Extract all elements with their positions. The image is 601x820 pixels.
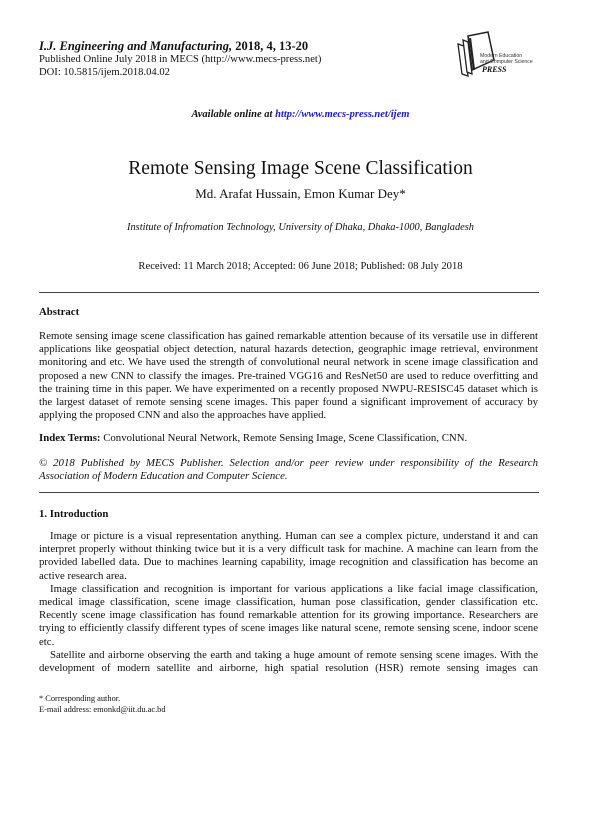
availability-line (0, 109, 601, 120)
publisher-logo (448, 30, 548, 80)
logo-line-3: PRESS (482, 65, 507, 74)
publication-dates: Received: 11 March 2018; Accepted: 06 June 2018; Published: 08 July 2018 (138, 261, 463, 272)
logo-line-1: Modern Education (480, 53, 523, 59)
doi: DOI: 10.5815/ijem.2018.04.02 (39, 67, 170, 78)
journal-name: I.J. Engineering and Manufacturing, (39, 39, 233, 53)
index-terms-list: Convolutional Neural Network, Remote Sensing Image, Scene Classification, CNN. (100, 432, 468, 444)
index-terms-label: Index Terms: (39, 432, 101, 444)
top-divider (39, 292, 539, 293)
journal-citation (39, 39, 308, 53)
abstract-body: Remote sensing image scene classification has gained remarkable attention because of its versatile use in different applications like geospatial object detection, natural hazards detection, geographic image retrieval, environment monitoring and etc. We have used the strength of convolutional neural network in scene image classification and proposed a new CNN to classify the images. Pre-trained VGG16 and ResNet50 are used to reduce overfitting and the training time in this paper. We have experimented on a recently proposed NWPU-RESISC45 dataset which is the largest dataset of remote sensing scene images. This paper found a significant improvement of accuracy by applying the proposed CNN and also the approaches have applied. (39, 330, 538, 422)
intro-paragraph: Image classification and recognition is important for various applications a like facial image classification, medical image classification, scene image classification, human pose classification, gender classification etc. Recently scene image classification has found remarkable attention for its growing importance. Researchers are trying to efficiently classify different types of scene images like natural scene, remote sensing scene, indoor scene etc. (39, 582, 538, 648)
logo-line-2: and Computer Science (480, 59, 533, 65)
index-terms (39, 432, 538, 445)
intro-paragraph: Image or picture is a visual representation anything. Human can see a complex picture, understand it and can interpret properly without thinking twice but it is a very difficult task for machine. A machine can learn from the provided labelled data. Due to machines learning capability, image recognition and classification has become an active research area. (39, 530, 538, 582)
introduction-heading: 1. Introduction (39, 508, 109, 520)
footnote (39, 694, 166, 715)
intro-paragraph: Satellite and airborne observing the earth and taking a huge amount of remote sensing scene images. With the development of modern satellite and airborne, high spatial resolution (HSR) remote sensing images can (39, 648, 538, 675)
introduction-body (39, 530, 538, 675)
journal-volume: 2018, 4, 13-20 (232, 39, 309, 53)
book-logo-icon (448, 30, 548, 80)
copyright-notice: © 2018 Published by MECS Publisher. Selection and/or peer review under responsibility of the Research Association of Modern Education and Computer Science. (39, 457, 538, 483)
journal-link[interactable]: http://www.mecs-press.net/ijem (275, 109, 410, 120)
authors: Md. Arafat Hussain, Emon Kumar Dey* (195, 186, 406, 201)
author-email: E-mail address: emonkd@iit.du.ac.bd (39, 704, 166, 714)
affiliation: Institute of Infromation Technology, University of Dhaka, Dhaka-1000, Bangladesh (127, 222, 474, 233)
availability-prefix: Available online at (191, 109, 276, 120)
bottom-divider (39, 492, 539, 493)
corresponding-author-note: * Corresponding author. (39, 694, 121, 703)
published-online-line: Published Online July 2018 in MECS (http://www.mecs-press.net) (39, 54, 322, 65)
paper-title: Remote Sensing Image Scene Classification (128, 158, 473, 179)
abstract-heading: Abstract (39, 306, 80, 318)
